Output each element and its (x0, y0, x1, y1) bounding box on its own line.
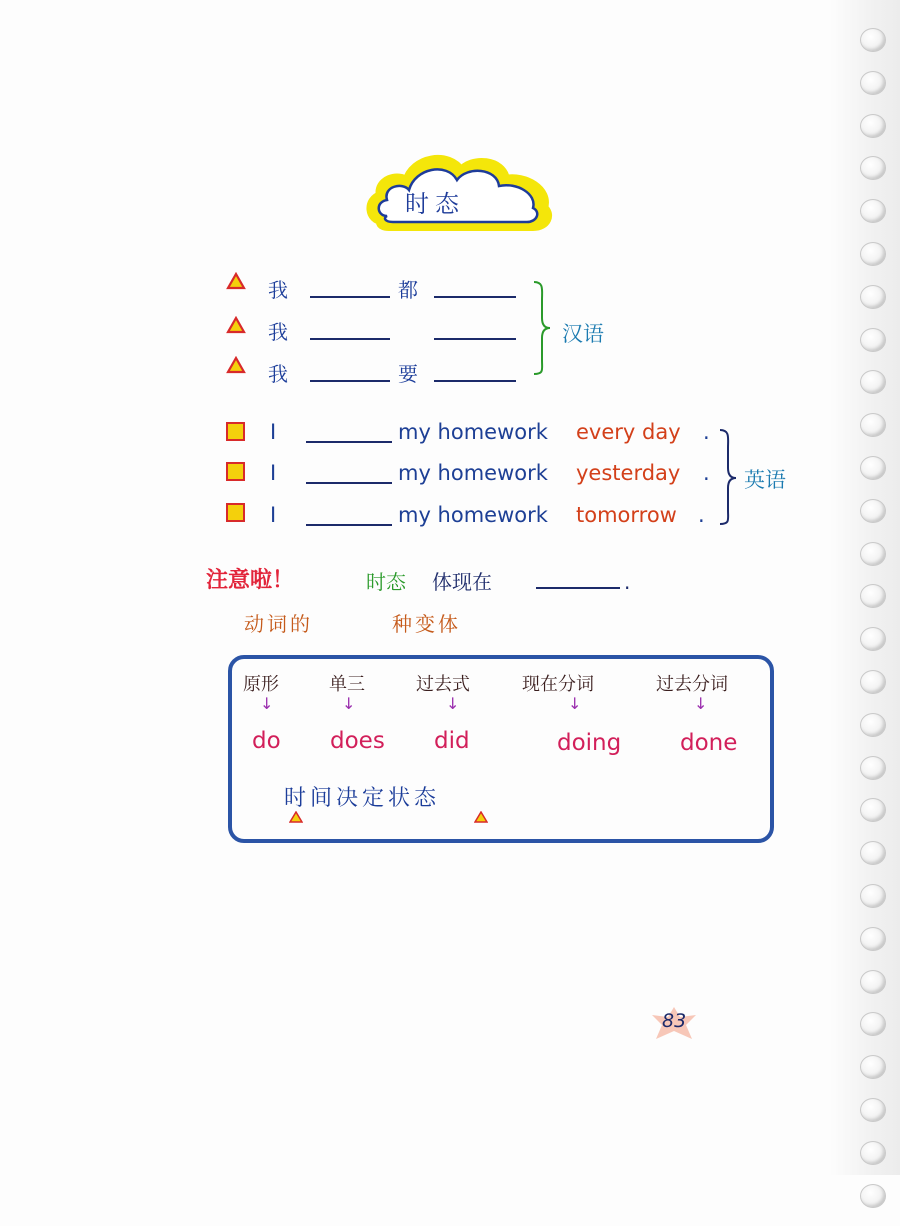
fill-blank (306, 441, 392, 443)
down-arrow-icon: ↓ (342, 694, 356, 713)
binding-ring (860, 28, 886, 52)
binding-ring (860, 156, 886, 180)
chinese-subject: 我 (268, 362, 288, 386)
page-title: 时态 (405, 190, 465, 218)
triangle-icon (289, 811, 303, 823)
binding-ring (860, 756, 886, 780)
binding-ring (860, 542, 886, 566)
binding-ring (860, 1012, 886, 1036)
chinese-mid-word: 要 (398, 362, 418, 386)
box-note: 时间决定状态 (284, 786, 441, 811)
note-period: . (624, 570, 631, 594)
chinese-mid-word: 都 (398, 278, 418, 302)
chinese-subject: 我 (268, 278, 288, 302)
verb-form: does (330, 728, 385, 754)
binding-ring (860, 1141, 886, 1165)
fill-blank (310, 338, 390, 340)
binding-ring (860, 584, 886, 608)
binding-ring (860, 114, 886, 138)
triangle-icon (226, 272, 246, 290)
binding-ring (860, 884, 886, 908)
verb-form: doing (557, 730, 622, 756)
down-arrow-icon: ↓ (694, 694, 708, 713)
chinese-subject: 我 (268, 320, 288, 344)
fill-blank (536, 587, 620, 589)
binding-ring (860, 370, 886, 394)
down-arrow-icon: ↓ (568, 694, 582, 713)
binding-ring (860, 242, 886, 266)
fill-blank (306, 524, 392, 526)
fill-blank (434, 296, 516, 298)
verb-form: do (252, 728, 281, 754)
english-subject: I (270, 420, 277, 444)
binding-ring (860, 285, 886, 309)
english-subject: I (270, 461, 277, 485)
verb-line-right: 种变体 (392, 612, 461, 636)
verb-form: did (434, 728, 470, 754)
form-header: 原形 (243, 674, 279, 695)
english-object: my homework (398, 420, 548, 444)
page-number: 83 (662, 1010, 687, 1032)
fill-blank (306, 482, 392, 484)
verb-form: done (680, 730, 738, 756)
note-tense-word: 时态 (366, 570, 406, 594)
binding-ring (860, 1098, 886, 1122)
brace-icon (530, 280, 554, 376)
binding-ring (860, 456, 886, 480)
triangle-icon (474, 811, 488, 823)
binding-ring (860, 627, 886, 651)
fill-blank (310, 296, 390, 298)
english-object: my homework (398, 461, 548, 485)
binding-ring (860, 1055, 886, 1079)
english-time: yesterday (576, 461, 681, 485)
square-bullet-icon (226, 422, 245, 441)
square-bullet-icon (226, 462, 245, 481)
binding-ring (860, 927, 886, 951)
chinese-label: 汉语 (562, 322, 604, 346)
english-time: every day (576, 420, 681, 444)
brace-icon (718, 428, 740, 528)
english-period: . (698, 503, 705, 527)
binding-ring (860, 499, 886, 523)
fill-blank (434, 380, 516, 382)
note-exclaim: 注意啦！ (206, 568, 295, 593)
note-rest: 体现在 (432, 570, 492, 594)
form-header: 单三 (329, 674, 365, 695)
english-period: . (703, 420, 710, 444)
fill-blank (310, 380, 390, 382)
triangle-icon (226, 356, 246, 374)
english-subject: I (270, 503, 277, 527)
down-arrow-icon: ↓ (446, 694, 460, 713)
english-label: 英语 (744, 468, 786, 492)
binding-ring (860, 841, 886, 865)
binding-ring (860, 798, 886, 822)
english-object: my homework (398, 503, 548, 527)
fill-blank (434, 338, 516, 340)
binding-ring (860, 413, 886, 437)
spiral-binding (860, 28, 890, 1226)
binding-ring (860, 670, 886, 694)
binding-ring (860, 1184, 886, 1208)
binding-ring (860, 328, 886, 352)
form-header: 过去分词 (656, 674, 728, 695)
square-bullet-icon (226, 503, 245, 522)
english-time: tomorrow (576, 503, 677, 527)
form-header: 现在分词 (522, 674, 594, 695)
binding-ring (860, 199, 886, 223)
binding-ring (860, 713, 886, 737)
form-header: 过去式 (416, 674, 470, 695)
verb-line-left: 动词的 (244, 612, 313, 636)
binding-ring (860, 71, 886, 95)
binding-ring (860, 970, 886, 994)
triangle-icon (226, 316, 246, 334)
down-arrow-icon: ↓ (260, 694, 274, 713)
english-period: . (703, 461, 710, 485)
